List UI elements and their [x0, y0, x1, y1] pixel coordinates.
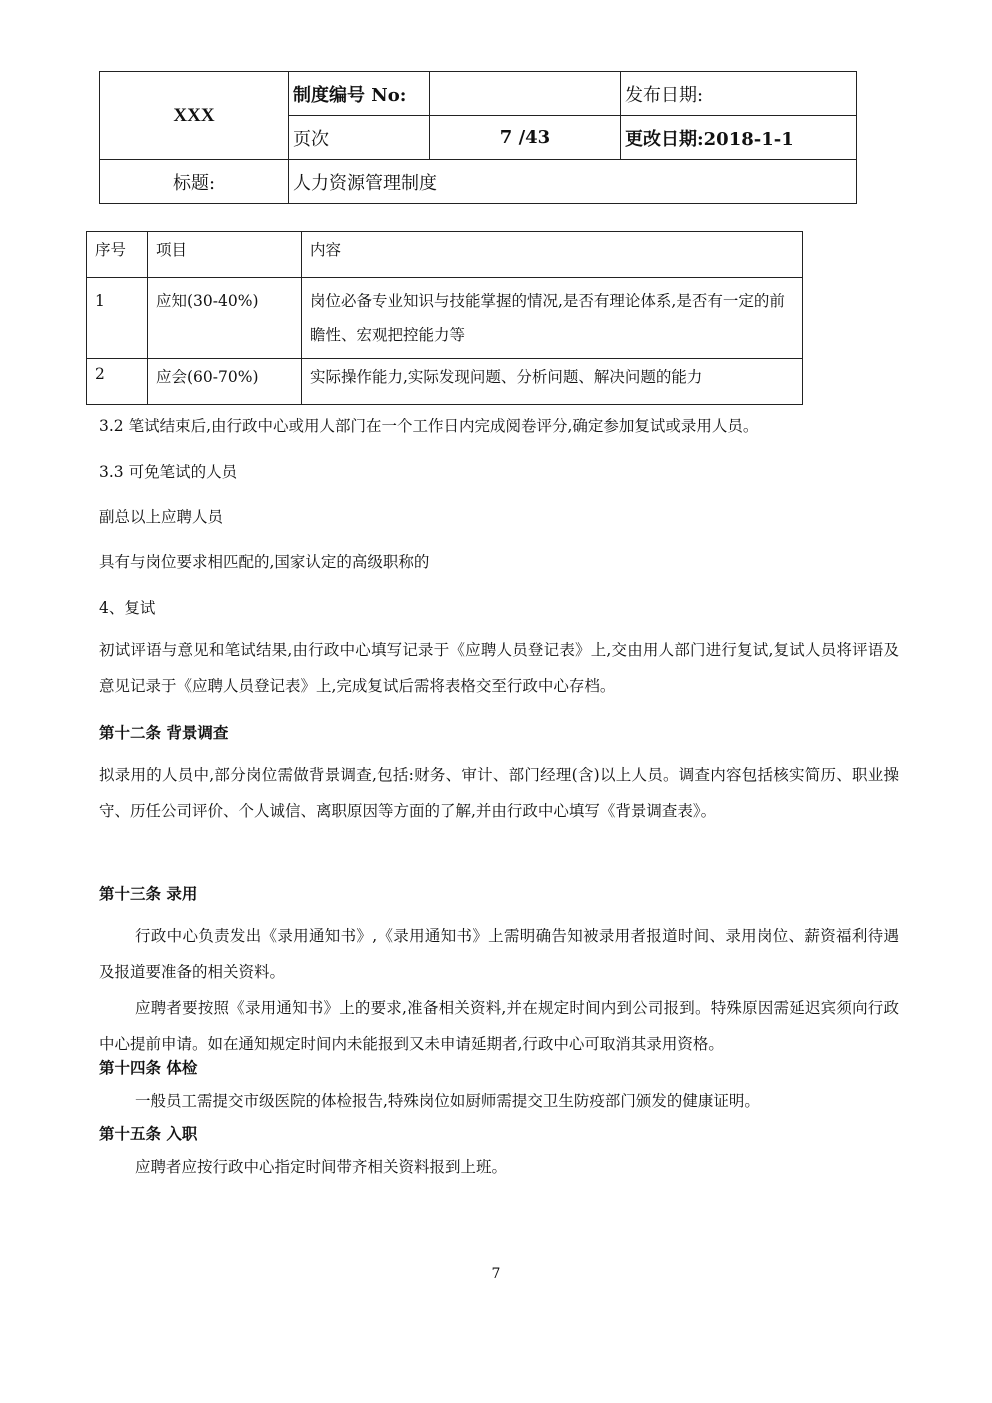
row-item: 应知(30-40%) [148, 278, 302, 359]
row-no: 2 [87, 359, 148, 405]
table-row [87, 359, 803, 405]
paragraph-onboarding: 应聘者应按行政中心指定时间带齐相关资料报到上班。 [135, 1158, 508, 1176]
paragraph-vp: 副总以上应聘人员 [99, 508, 224, 526]
paragraph-3-2: 3.2 笔试结束后,由行政中心或用人部门在一个工作日内完成阅卷评分,确定参加复试或录用人员。 [99, 417, 759, 435]
section-heading-4: 4、复试 [99, 599, 156, 617]
paragraph-3-3: 3.3 可免笔试的人员 [99, 463, 238, 481]
row-content: 实际操作能力,实际发现问题、分析问题、解决问题的能力 [302, 359, 803, 405]
table-row [87, 278, 803, 359]
doc-no-value [430, 72, 621, 116]
revision-date-label: 更改日期:2018-1-1 [621, 116, 857, 160]
header-table [99, 71, 857, 204]
paragraph-offer-letter: 行政中心负责发出《录用通知书》,《录用通知书》上需明确告知被录用者报道时间、录用岗位、薪资福利待遇及报道要准备的相关资料。 [99, 927, 899, 981]
row-content: 岗位必备专业知识与技能掌握的情况,是否有理论体系,是否有一定的前瞻性、宏观把控能力等 [302, 278, 803, 359]
doc-no-label: 制度编号 No: [289, 72, 430, 116]
paragraph-background-check: 拟录用的人员中,部分岗位需做背景调查,包括:财务、审计、部门经理(含)以上人员。调查内容包括核实简历、职业操守、历任公司评价、个人诚信、离职原因等方面的了解,并由行政中心填写《背景调查表》。 [99, 766, 899, 820]
company-name: XXX [100, 72, 289, 160]
article-13-heading: 第十三条 录用 [99, 884, 198, 903]
paragraph-reinterview: 初试评语与意见和笔试结果,由行政中心填写记录于《应聘人员登记表》上,交由用人部门进行复试,复试人员将评语及意见记录于《应聘人员登记表》上,完成复试后需将表格交至行政中心存档。 [99, 641, 899, 695]
row-no: 1 [87, 278, 148, 359]
publish-date-label: 发布日期: [621, 72, 857, 116]
paragraph-title: 具有与岗位要求相匹配的,国家认定的高级职称的 [99, 553, 430, 571]
title-label: 标题: [100, 160, 289, 204]
assessment-table [86, 231, 803, 405]
title-value: 人力资源管理制度 [289, 160, 857, 204]
article-15-heading: 第十五条 入职 [99, 1124, 198, 1143]
col-header-no: 序号 [87, 232, 148, 278]
col-header-item: 项目 [148, 232, 302, 278]
page-number: 7 [491, 1266, 501, 1282]
paragraph-onboarding-notice: 应聘者要按照《录用通知书》上的要求,准备相关资料,并在规定时间内到公司报到。特殊原因需延迟宾须向行政中心提前申请。如在通知规定时间内未能报到又未申请延期者,行政中心可取消其录用资格。 [99, 999, 899, 1053]
row-item: 应会(60-70%) [148, 359, 302, 405]
col-header-content: 内容 [302, 232, 803, 278]
paragraph-medical-check: 一般员工需提交市级医院的体检报告,特殊岗位如厨师需提交卫生防疫部门颁发的健康证明。 [135, 1092, 760, 1110]
article-12-heading: 第十二条 背景调查 [99, 723, 229, 742]
page-value: 7 /43 [430, 116, 621, 160]
page-label: 页次 [289, 116, 430, 160]
article-14-heading: 第十四条 体检 [99, 1058, 198, 1077]
